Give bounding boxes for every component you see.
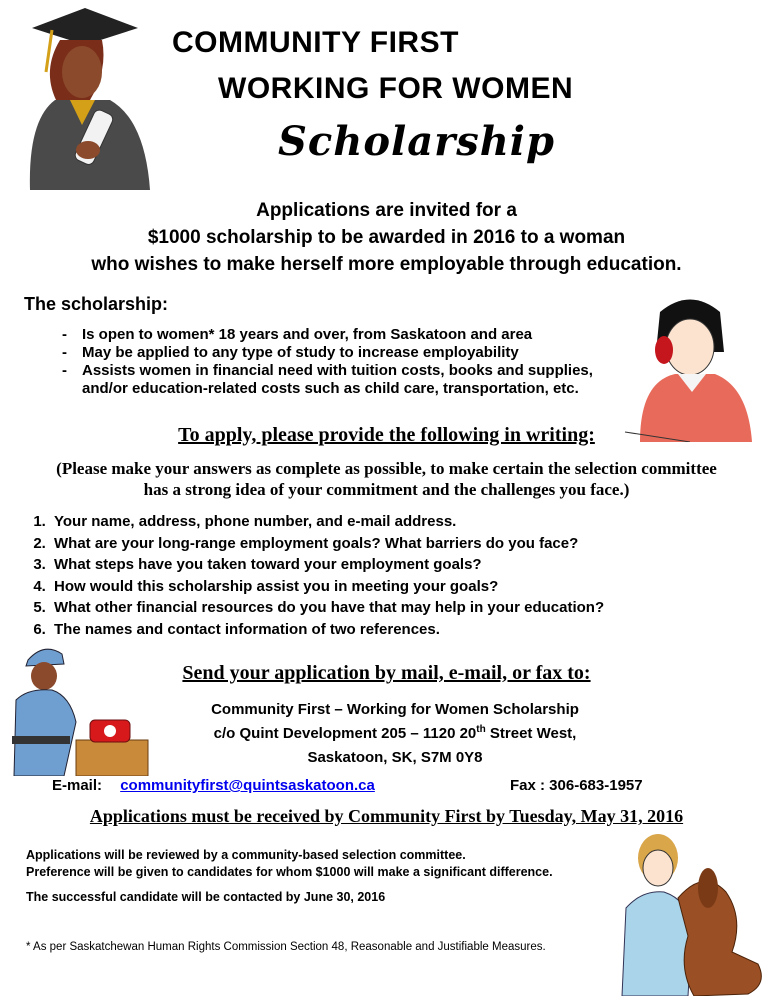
apply-note: (Please make your answers as complete as possible, to make certain the selection committee has a strong idea of your commitment and the challenges you face.): [56, 459, 717, 499]
review-info: [26, 847, 626, 906]
intro-text: [0, 197, 773, 278]
review-line-1: Applications will be reviewed by a community-based selection committee.: [26, 848, 466, 862]
deadline-text: Applications must be received by Community First by Tuesday, May 31, 2016: [89, 806, 684, 826]
title-script: Scholarship: [278, 118, 555, 165]
list-item: 6. The names and contact information of two references.: [50, 619, 750, 641]
title-line-2: WORKING FOR WOMEN: [218, 72, 574, 105]
list-item: - Assists women in financial need with tuition costs, books and supplies, and/or education-related costs such as child care, transportation, etc.: [62, 362, 642, 398]
intro-line-2: $1000 scholarship to be awarded in 2016 to a woman: [147, 227, 626, 248]
courier-with-phone-illustration: [4, 640, 154, 776]
email-link[interactable]: communityfirst@quintsaskatoon.ca: [120, 777, 375, 794]
email-label: E-mail:: [52, 777, 103, 794]
list-item: 2. What are your long-range employment goals? What barriers do you face?: [50, 533, 750, 555]
email-row: [52, 777, 375, 794]
list-item: 3. What steps have you taken toward your employment goals?: [50, 554, 750, 576]
send-heading: Send your application by mail, e-mail, or fax to:: [182, 662, 591, 684]
woman-with-dog-illustration: [608, 828, 770, 996]
address-line-2: c/o Quint Development 205 – 1120 20th Street West,: [213, 724, 577, 742]
footnote: * As per Saskatchewan Human Rights Commission Section 48, Reasonable and Justifiable Measures.: [26, 941, 546, 953]
address-line-1: Community First – Working for Women Scholarship: [211, 701, 579, 718]
title-line-1: COMMUNITY FIRST: [172, 26, 459, 59]
apply-steps: [28, 511, 750, 640]
woman-on-phone-illustration: [620, 292, 768, 442]
review-line-3: The successful candidate will be contacted by June 30, 2016: [26, 890, 386, 904]
list-item: 1. Your name, address, phone number, and e-mail address.: [50, 511, 750, 533]
graduate-illustration: [10, 0, 160, 190]
address-line-3: Saskatoon, SK, S7M 0Y8: [307, 749, 483, 766]
apply-heading: To apply, please provide the following in writing:: [178, 424, 595, 446]
list-item: - May be applied to any type of study to increase employability: [62, 344, 642, 362]
scholarship-list: [62, 326, 642, 398]
review-line-2: Preference will be given to candidates for whom $1000 will make a significant difference.: [26, 865, 553, 879]
fax-number: Fax : 306-683-1957: [510, 777, 643, 794]
list-item: 5. What other financial resources do you have that may help in your education?: [50, 597, 750, 619]
mailing-address: [150, 698, 640, 770]
intro-line-1: Applications are invited for a: [256, 200, 517, 221]
scholarship-heading: The scholarship:: [24, 294, 169, 314]
intro-line-3: who wishes to make herself more employable through education.: [91, 254, 682, 275]
list-item: - Is open to women* 18 years and over, from Saskatoon and area: [62, 326, 642, 344]
list-item: 4. How would this scholarship assist you in meeting your goals?: [50, 576, 750, 598]
